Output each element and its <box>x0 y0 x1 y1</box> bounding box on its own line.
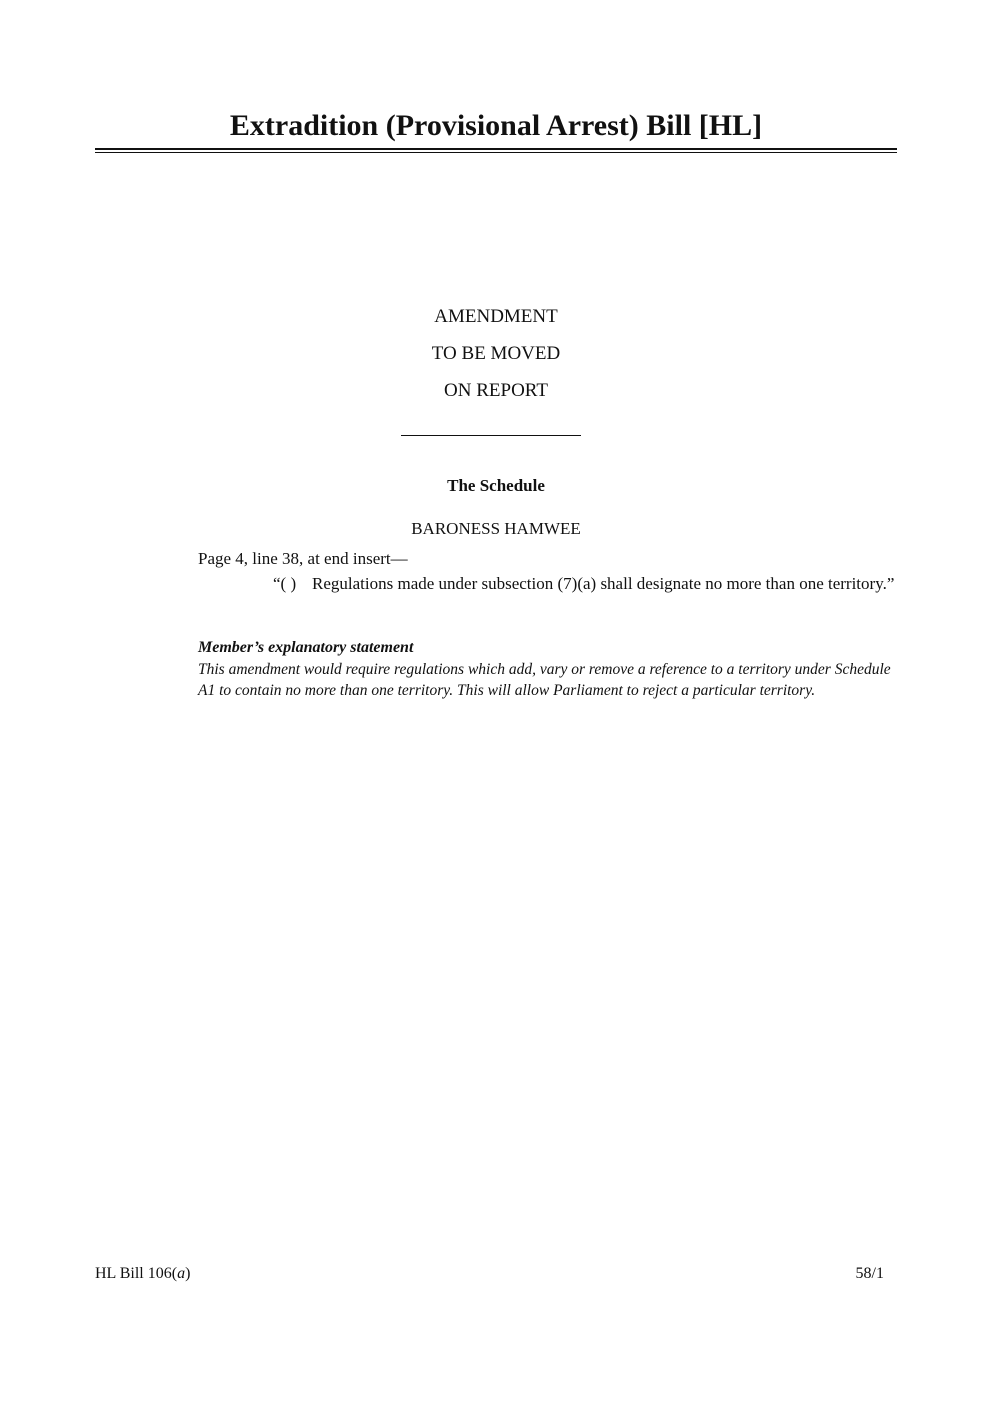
explanatory-statement-text: This amendment would require regulations which add, vary or remove a reference to a territory under Schedule A1 to contain no more than one territory. This will allow Parliament to reject a particular territory. <box>198 661 891 699</box>
amendment-text-block <box>273 573 898 594</box>
section-heading: The Schedule <box>447 476 545 495</box>
heading-line-on-report: ON REPORT <box>444 380 548 401</box>
title-rule-thin <box>95 152 897 153</box>
member-name: BARONESS HAMWEE <box>411 519 581 538</box>
amendment-text: Regulations made under subsection (7)(a) shall designate no more than one territory.” <box>312 574 895 593</box>
bill-reference-prefix: HL Bill 106( <box>95 1265 178 1282</box>
bill-reference <box>95 1264 190 1284</box>
title-rule-thick <box>95 148 897 150</box>
amendment-number: “( ) <box>273 574 297 593</box>
heading-line-amendment: AMENDMENT <box>434 306 558 327</box>
bill-reference-italic: a <box>177 1265 186 1282</box>
bill-reference-suffix: ) <box>185 1265 191 1282</box>
amendment-instruction: Page 4, line 38, at end insert— <box>198 549 408 568</box>
explanatory-statement-heading: Member’s explanatory statement <box>198 639 414 656</box>
page-reference: 58/1 <box>855 1265 884 1282</box>
bill-title: Extradition (Provisional Arrest) Bill [HL] <box>229 109 763 142</box>
heading-line-to-be-moved: TO BE MOVED <box>431 343 561 364</box>
heading-divider <box>401 435 581 436</box>
